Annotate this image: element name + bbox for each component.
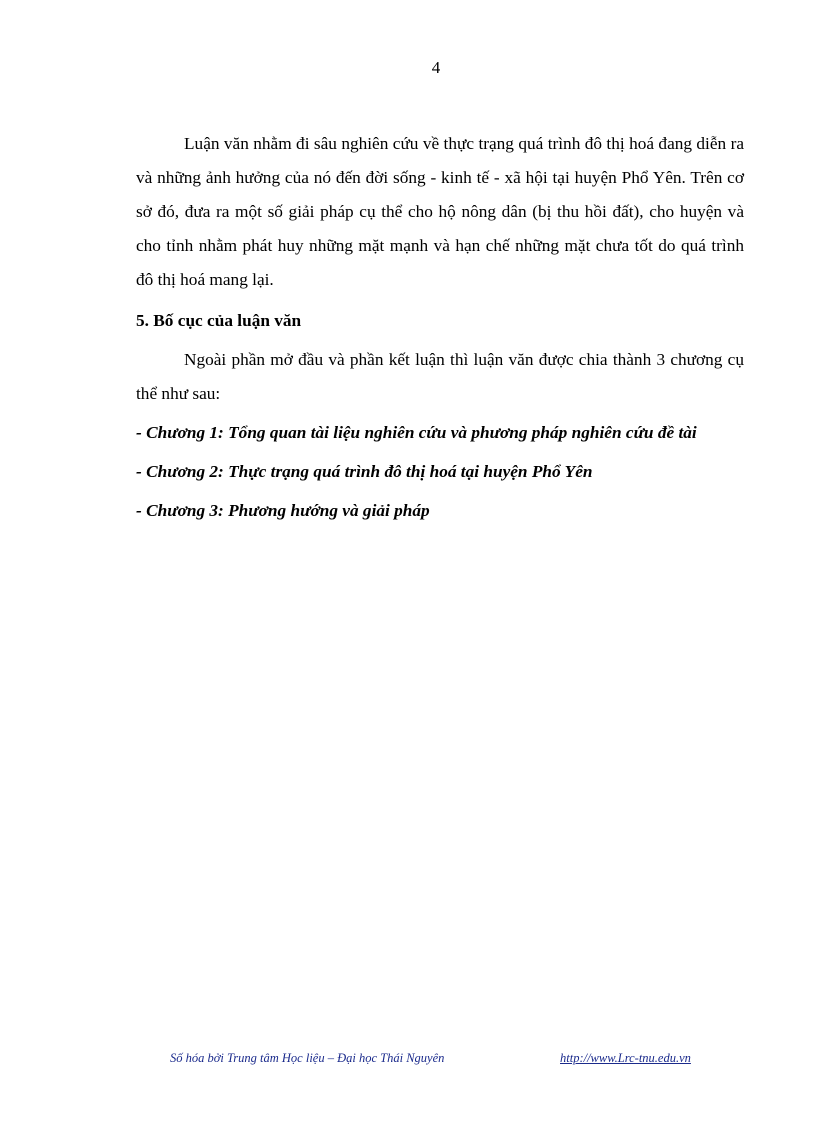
chapter-item-2: - Chương 2: Thực trạng quá trình đô thị hoá tại huyện Phổ Yên (136, 462, 593, 481)
chapter-list (136, 416, 744, 528)
footer-link[interactable]: http://www.Lrc-tnu.edu.vn (560, 1051, 691, 1065)
chapter-item-3: - Chương 3: Phương hướng và giải pháp (136, 501, 430, 520)
intro-paragraph: Luận văn nhằm đi sâu nghiên cứu về thực trạng quá trình đô thị hoá đang diễn ra và những ảnh hưởng của nó đến đời sống - kinh tế - xã hội tại huyện Phổ Yên. Trên cơ sở đó, đưa ra một số giải pháp cụ thể cho hộ nông dân (bị thu hồi đất), cho huyện và cho tỉnh nhằm phát huy những mặt mạnh và hạn chế những mặt chưa tốt do quá trình đô thị hoá mang lại. (136, 134, 744, 289)
page-number: 4 (431, 58, 441, 77)
footer-credit: Số hóa bởi Trung tâm Học liệu – Đại học Thái Nguyên (170, 1051, 445, 1065)
chapter-item-1: - Chương 1: Tổng quan tài liệu nghiên cứu và phương pháp nghiên cứu đề tài (136, 423, 697, 442)
document-body (136, 127, 744, 533)
structure-paragraph: Ngoài phần mở đầu và phần kết luận thì luận văn được chia thành 3 chương cụ thể như sau: (136, 350, 744, 403)
section-heading: 5. Bố cục của luận văn (136, 311, 302, 330)
